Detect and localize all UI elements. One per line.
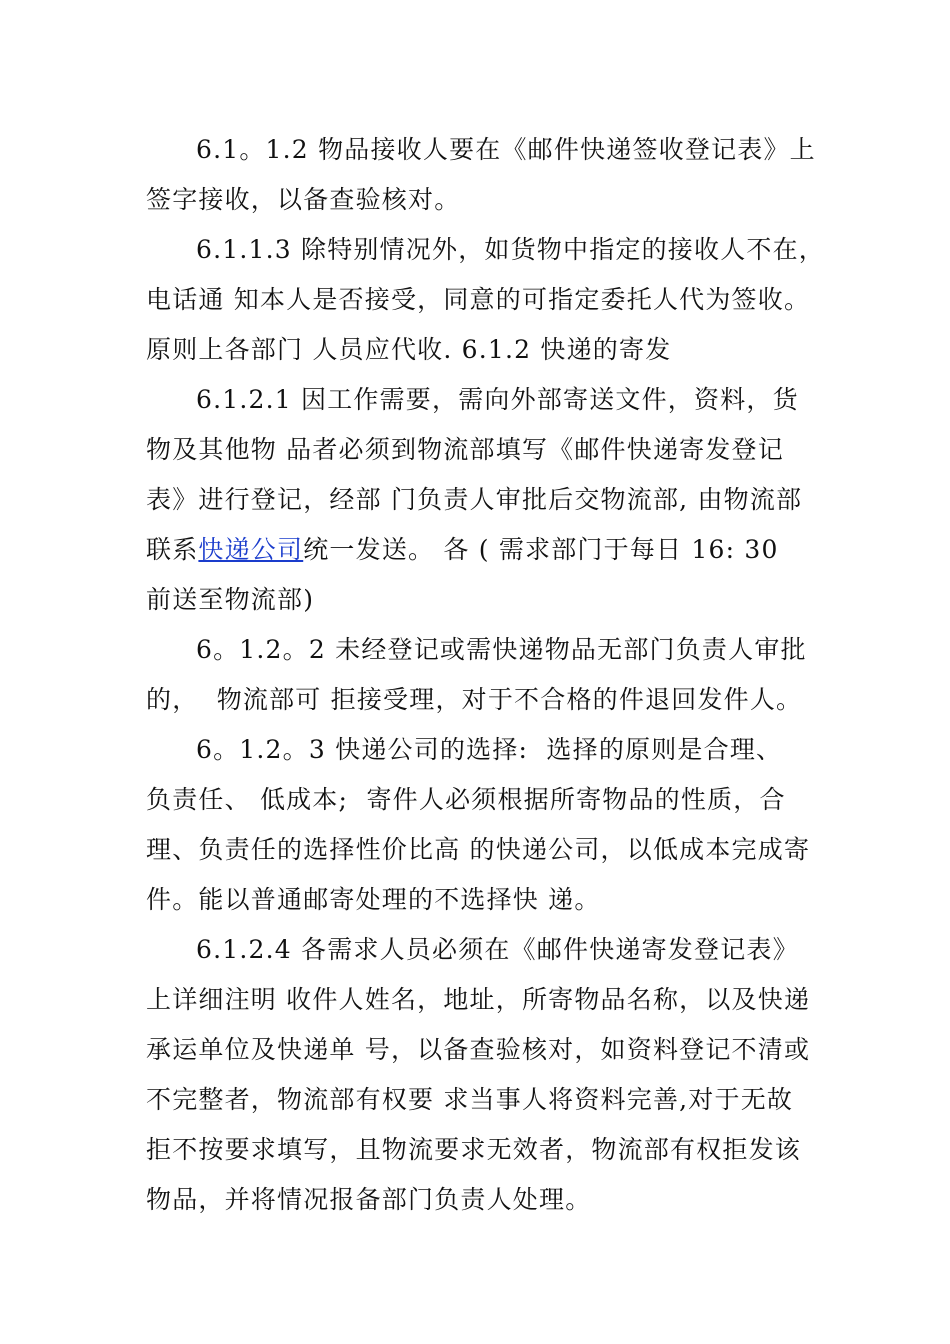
text-line: 拒不按要求填写，且物流要求无效者，物流部有权拒发该 <box>146 1135 802 1164</box>
text-segment: 联系 <box>146 535 199 564</box>
text-line: 6。1.2。3 快递公司的选择: 选择的原则是合理、 <box>196 735 783 764</box>
text-line: 6.1.2.1 因工作需要，需向外部寄送文件，资料，货 <box>196 385 799 414</box>
express-company-link[interactable]: 快递公司 <box>198 535 304 564</box>
text-line: 6。1.2。2 未经登记或需快递物品无部门负责人审批 <box>196 635 807 664</box>
text-line: 原则上各部门 人员应代收. 6.1.2 快递的寄发 <box>146 335 672 364</box>
text-line: 件。能以普通邮寄处理的不选择快 递。 <box>146 885 601 914</box>
text-line: 6.1.2.4 各需求人员必须在《邮件快递寄发登记表》 <box>196 935 799 964</box>
text-line: 6.1.1.3 除特别情况外，如货物中指定的接收人不在， <box>196 235 826 264</box>
text-line: 上详细注明 收件人姓名，地址，所寄物品名称，以及快递 <box>146 985 811 1014</box>
text-line: 的， 物流部可 拒接受理，对于不合格的件退回发件人。 <box>146 685 803 714</box>
text-line: 物及其他物 品者必须到物流部填写《邮件快递寄发登记 <box>146 435 784 464</box>
text-line: 理、负责任的选择性价比高 的快递公司，以低成本完成寄 <box>146 835 811 864</box>
text-line: 前送至物流部) <box>146 585 315 614</box>
text-segment: 统一发送。 各 ( 需求部门于每日 16: 30 <box>303 535 779 564</box>
text-line: 签字接收，以备查验核对。 <box>146 185 461 214</box>
text-line: 不完整者，物流部有权要 求当事人将资料完善,对于无故 <box>146 1085 794 1114</box>
text-line: 表》进行登记，经部 门负责人审批后交物流部, 由物流部 <box>146 485 803 514</box>
text-line: 电话通 知本人是否接受，同意的可指定委托人代为签收。 <box>146 285 811 314</box>
text-line: 物品，并将情况报备部门负责人处理。 <box>146 1185 592 1214</box>
text-line: 6.1。1.2 物品接收人要在《邮件快递签收登记表》上 <box>196 135 816 164</box>
text-line-with-link <box>146 533 779 567</box>
text-line: 承运单位及快递单 号，以备查验核对，如资料登记不清或 <box>146 1035 811 1064</box>
text-line: 负责任、 低成本; 寄件人必须根据所寄物品的性质，合 <box>146 785 786 814</box>
